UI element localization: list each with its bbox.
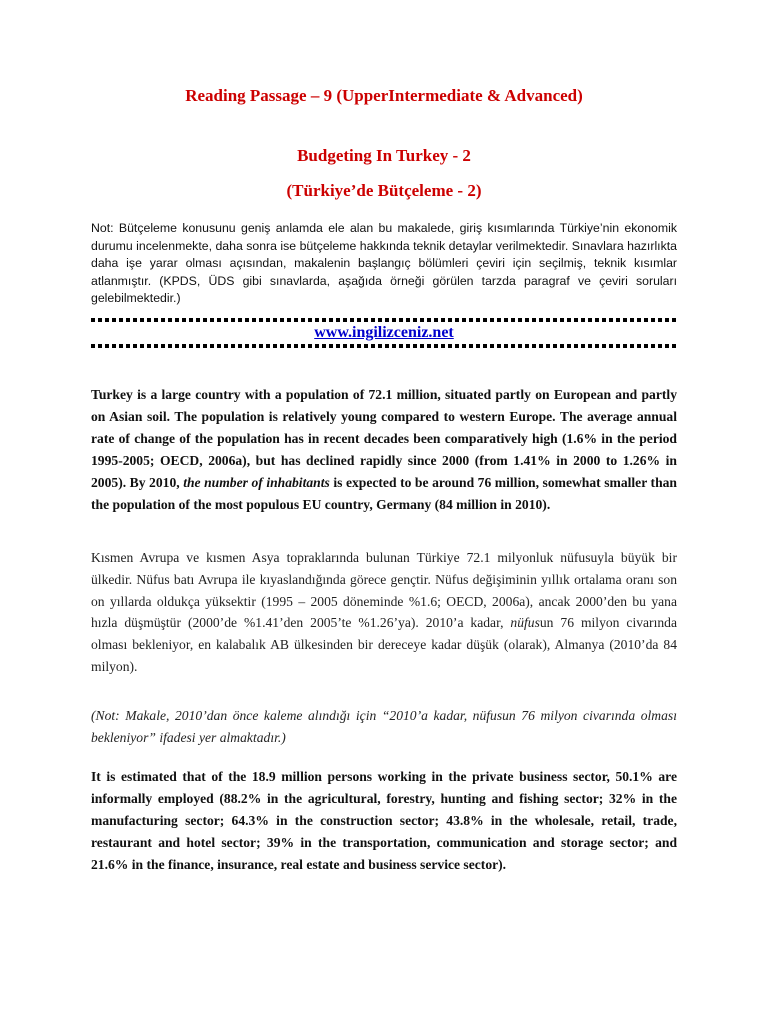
english-paragraph-2: It is estimated that of the 18.9 million persons working in the private business sector, 50.1% are informally employed (88.2% in the agricultural, forestry, hunting and fishing sector; 32% in the manufacturing sector; 64.3% in the construction sector; 43.8% in the wholesale, retail, trade, restaurant and hotel sector; 39% in the transportation, communication and storage sector; and 21.6% in the finance, insurance, real estate and business service sector).: [91, 769, 677, 872]
emphasized-phrase: the number of inhabitants: [183, 474, 330, 490]
page-title: Reading Passage – 9 (UpperIntermediate & Advanced): [185, 86, 583, 105]
translation-note: (Not: Makale, 2010’dan önce kaleme alındığı için “2010’a kadar, nüfusun 76 milyon civarında olması bekleniyor” ifadesi yer almaktadır.): [91, 708, 677, 745]
emphasized-word: nüfus: [510, 615, 540, 631]
text-segment: Turkey is a large country with a population of 72.1 million, situated partly on European and partly on Asian soil. The population is relatively young compared to western Europe. The average annual rate of change of the population has in recent decades been comparatively high (1.6% in the period 1995-2005; OECD, 2006a), but has declined rapidly since 2000 (from 1.41% in 2000 to 1.26% in 2005). By 2010,: [91, 387, 677, 490]
divider-top: [91, 318, 677, 322]
website-link[interactable]: www.ingilizceniz.net: [314, 324, 454, 341]
text-segment: is expected to be around 76 million, somewhat smaller than the population of the most populous EU country, Germany (84 million in 2010).: [91, 474, 677, 512]
turkish-translation-paragraph: [91, 547, 677, 678]
article-title: Budgeting In Turkey - 2: [297, 146, 471, 165]
text-segment: Kısmen Avrupa ve kısmen Asya topraklarında bulunan Türkiye 72.1 milyonluk nüfusuyla büyük bir ülkedir. Nüfus batı Avrupa ile kıyaslandığında görece gençtir. Nüfus değişiminin yıllık ortalama oranı son on yıllarda oldukça yüksektir (1995 – 2005 döneminde %1.6; OECD, 2006a), ancak 2000’den bu yana hızla düşmüştür (2000’de %1.41’den 2005’te %1.26’ya). 2010’a kadar,: [91, 550, 677, 631]
intro-note: Not: Bütçeleme konusunu geniş anlamda ele alan bu makalede, giriş kısımlarında Türkiye’nin ekonomik durumu incelenmekte, daha sonra ise bütçeleme hakkında teknik detaylar verilmektedir. Sınavlara hazırlıkta daha işe yarar olması açısından, makalenin başlangıç bölümleri çeviri için seçilmiş, teknik kısımlar atlanmıştır. (KPDS, ÜDS gibi sınavlarda, aşağıda örneği görülen tarzda paragraf ve çeviri soruları gelebilmektedir.): [91, 221, 677, 305]
article-title-turkish: (Türkiye’de Bütçeleme - 2): [286, 181, 482, 200]
divider-bottom: [91, 344, 677, 348]
english-paragraph-1: [91, 384, 677, 515]
text-segment: un 76 milyon civarında olması bekleniyor, en kalabalık AB ülkesinden bir dereceye kadar düşük (olarak), Almanya (2010’da 84 milyon).: [91, 615, 677, 674]
